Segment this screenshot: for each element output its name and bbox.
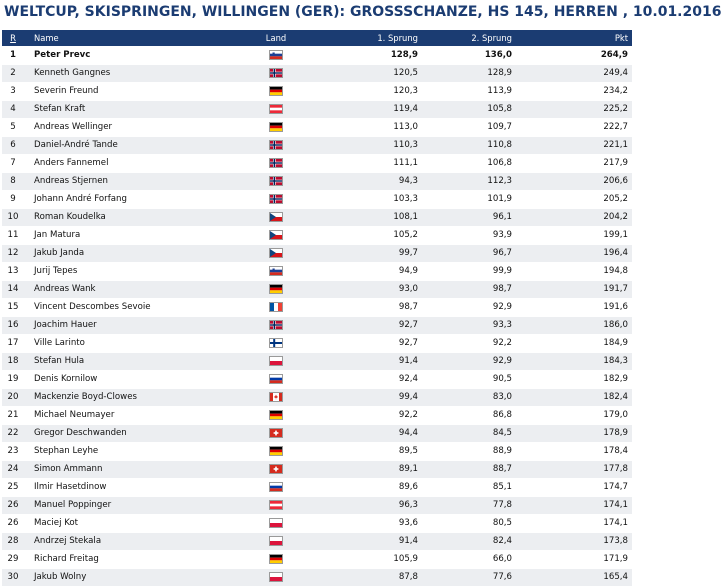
cell-sprung-1: 89,5 <box>398 446 418 456</box>
table-row[interactable] <box>2 370 632 388</box>
cell-sprung-2: 85,1 <box>492 482 512 492</box>
cell-rank: 18 <box>7 356 19 366</box>
cell-name: Johann André Forfang <box>34 194 127 204</box>
cell-sprung-1: 94,9 <box>398 266 418 276</box>
cell-sprung-1: 111,1 <box>393 158 418 168</box>
cell-rank: 15 <box>7 302 19 312</box>
cell-land <box>246 190 306 208</box>
cell-sprung-2: 80,5 <box>492 518 512 528</box>
cell-sprung-1: 119,4 <box>393 104 418 114</box>
cell-points: 173,8 <box>603 536 628 546</box>
cell-sprung-1: 94,3 <box>398 176 418 186</box>
cell-rank: 22 <box>7 428 19 438</box>
cell-land <box>246 298 306 316</box>
cell-rank: 30 <box>7 572 19 582</box>
cell-points: 178,4 <box>603 446 628 456</box>
cell-land <box>246 64 306 82</box>
cell-sprung-1: 99,4 <box>398 392 418 402</box>
table-row[interactable] <box>2 118 632 136</box>
header-land: Land <box>265 33 287 43</box>
cell-land <box>246 82 306 100</box>
czech-flag-icon <box>269 248 283 258</box>
austria-flag-icon <box>269 104 283 114</box>
table-row[interactable] <box>2 442 632 460</box>
cell-sprung-2: 92,2 <box>492 338 512 348</box>
norway-flag-icon <box>269 140 283 150</box>
cell-sprung-1: 92,2 <box>398 410 418 420</box>
cell-name: Jan Matura <box>34 230 81 240</box>
cell-name: Stephan Leyhe <box>34 446 99 456</box>
cell-sprung-1: 94,4 <box>398 428 418 438</box>
table-row[interactable] <box>2 46 632 64</box>
cell-sprung-1: 89,1 <box>398 464 418 474</box>
cell-points: 221,1 <box>603 140 628 150</box>
cell-points: 222,7 <box>603 122 628 132</box>
cell-name: Manuel Poppinger <box>34 500 112 510</box>
cell-points: 206,6 <box>603 176 628 186</box>
cell-name: Andrzej Stekala <box>34 536 102 546</box>
cell-name: Jurij Tepes <box>34 266 78 276</box>
cell-rank: 1 <box>10 49 16 60</box>
cell-name: Daniel-André Tande <box>34 140 118 150</box>
cell-sprung-2: 84,5 <box>492 428 512 438</box>
cell-sprung-2: 101,9 <box>487 194 512 204</box>
cell-sprung-2: 136,0 <box>484 49 512 60</box>
finland-flag-icon <box>269 338 283 348</box>
cell-rank: 21 <box>7 410 19 420</box>
cell-sprung-1: 93,6 <box>398 518 418 528</box>
cell-sprung-1: 128,9 <box>390 49 418 60</box>
cell-sprung-2: 105,8 <box>487 104 512 114</box>
table-row[interactable] <box>2 568 632 586</box>
cell-name: Denis Kornilow <box>34 374 98 384</box>
cell-sprung-1: 103,3 <box>393 194 418 204</box>
cell-rank: 5 <box>10 122 16 132</box>
cell-rank: 29 <box>7 554 19 564</box>
cell-name: Mackenzie Boyd-Clowes <box>34 392 137 402</box>
cell-rank: 2 <box>10 68 16 78</box>
cell-land <box>246 532 306 550</box>
cell-points: 174,7 <box>603 482 628 492</box>
cell-name: Ilmir Hasetdinow <box>34 482 107 492</box>
table-row[interactable] <box>2 208 632 226</box>
poland-flag-icon <box>269 518 283 528</box>
cell-name: Severin Freund <box>34 86 99 96</box>
table-row[interactable] <box>2 262 632 280</box>
cell-land <box>246 244 306 262</box>
cell-points: 194,8 <box>603 266 628 276</box>
cell-rank: 17 <box>7 338 19 348</box>
table-row[interactable] <box>2 532 632 550</box>
cell-rank: 6 <box>10 140 16 150</box>
cell-name: Joachim Hauer <box>34 320 97 330</box>
cell-sprung-1: 93,0 <box>398 284 418 294</box>
cell-sprung-1: 91,4 <box>398 536 418 546</box>
cell-name: Roman Koudelka <box>34 212 106 222</box>
cell-land <box>246 496 306 514</box>
cell-land <box>246 154 306 172</box>
cell-land <box>246 262 306 280</box>
cell-rank: 28 <box>7 536 19 546</box>
cell-name: Richard Freitag <box>34 554 99 564</box>
header-name: Name <box>34 33 59 43</box>
cell-rank: 26 <box>7 500 19 510</box>
table-row[interactable] <box>2 280 632 298</box>
cell-points: 174,1 <box>603 500 628 510</box>
cell-sprung-1: 99,7 <box>398 248 418 258</box>
table-row[interactable] <box>2 136 632 154</box>
germany-flag-icon <box>269 554 283 564</box>
cell-rank: 23 <box>7 446 19 456</box>
cell-name: Stefan Hula <box>34 356 85 366</box>
table-row[interactable] <box>2 172 632 190</box>
poland-flag-icon <box>269 356 283 366</box>
cell-points: 165,4 <box>603 572 628 582</box>
cell-sprung-1: 110,3 <box>393 140 418 150</box>
cell-land <box>246 118 306 136</box>
header-points: Pkt <box>614 33 628 43</box>
cell-points: 249,4 <box>603 68 628 78</box>
cell-land <box>246 442 306 460</box>
cell-land <box>246 406 306 424</box>
cell-points: 182,9 <box>603 374 628 384</box>
cell-sprung-1: 96,3 <box>398 500 418 510</box>
cell-points: 179,0 <box>603 410 628 420</box>
cell-rank: 11 <box>7 230 19 240</box>
cell-sprung-1: 91,4 <box>398 356 418 366</box>
cell-points: 174,1 <box>603 518 628 528</box>
cell-name: Andreas Wank <box>34 284 96 294</box>
cell-sprung-1: 120,3 <box>393 86 418 96</box>
cell-name: Gregor Deschwanden <box>34 428 127 438</box>
cell-name: Simon Ammann <box>34 464 103 474</box>
cell-land <box>246 316 306 334</box>
cell-points: 191,7 <box>603 284 628 294</box>
cell-points: 264,9 <box>600 49 628 60</box>
table-row[interactable] <box>2 82 632 100</box>
cell-sprung-1: 87,8 <box>398 572 418 582</box>
switzerland-flag-icon <box>269 428 283 438</box>
cell-sprung-2: 98,7 <box>492 284 512 294</box>
cell-points: 182,4 <box>603 392 628 402</box>
cell-points: 184,3 <box>603 356 628 366</box>
cell-points: 177,8 <box>603 464 628 474</box>
table-row[interactable] <box>2 316 632 334</box>
table-body <box>2 46 632 586</box>
cell-points: 171,9 <box>603 554 628 564</box>
cell-points: 204,2 <box>603 212 628 222</box>
cell-sprung-2: 96,7 <box>492 248 512 258</box>
cell-sprung-2: 92,9 <box>492 356 512 366</box>
germany-flag-icon <box>269 284 283 294</box>
cell-sprung-2: 128,9 <box>487 68 512 78</box>
table-row[interactable] <box>2 478 632 496</box>
cell-sprung-2: 93,9 <box>492 230 512 240</box>
cell-sprung-1: 120,5 <box>393 68 418 78</box>
cell-land <box>246 334 306 352</box>
cell-sprung-2: 109,7 <box>487 122 512 132</box>
cell-land <box>246 100 306 118</box>
cell-name: Andreas Stjernen <box>34 176 108 186</box>
norway-flag-icon <box>269 68 283 78</box>
cell-sprung-1: 108,1 <box>393 212 418 222</box>
cell-rank: 14 <box>7 284 19 294</box>
poland-flag-icon <box>269 572 283 582</box>
cell-land <box>246 46 306 64</box>
cell-sprung-1: 92,7 <box>398 338 418 348</box>
table-row[interactable] <box>2 550 632 568</box>
cell-sprung-1: 92,4 <box>398 374 418 384</box>
cell-points: 191,6 <box>603 302 628 312</box>
cell-sprung-2: 82,4 <box>492 536 512 546</box>
cell-land <box>246 568 306 586</box>
cell-rank: 19 <box>7 374 19 384</box>
table-row[interactable] <box>2 244 632 262</box>
cell-name: Peter Prevc <box>34 49 91 60</box>
cell-land <box>246 136 306 154</box>
cell-sprung-2: 110,8 <box>487 140 512 150</box>
cell-rank: 12 <box>7 248 19 258</box>
cell-rank: 4 <box>10 104 16 114</box>
header-sprung-2: 2. Sprung <box>471 33 512 43</box>
table-row[interactable] <box>2 460 632 478</box>
norway-flag-icon <box>269 320 283 330</box>
cell-land <box>246 550 306 568</box>
cell-land <box>246 424 306 442</box>
cell-name: Stefan Kraft <box>34 104 86 114</box>
cell-name: Jakub Janda <box>34 248 85 258</box>
cell-sprung-1: 105,2 <box>393 230 418 240</box>
germany-flag-icon <box>269 410 283 420</box>
russia-flag-icon <box>269 482 283 492</box>
germany-flag-icon <box>269 86 283 96</box>
cell-rank: 13 <box>7 266 19 276</box>
cell-rank: 10 <box>7 212 19 222</box>
cell-rank: 26 <box>7 518 19 528</box>
switzerland-flag-icon <box>269 464 283 474</box>
cell-land <box>246 370 306 388</box>
cell-land <box>246 208 306 226</box>
cell-land <box>246 172 306 190</box>
cell-rank: 25 <box>7 482 19 492</box>
cell-rank: 8 <box>10 176 16 186</box>
table-row[interactable] <box>2 100 632 118</box>
germany-flag-icon <box>269 122 283 132</box>
cell-sprung-2: 86,8 <box>492 410 512 420</box>
cell-sprung-2: 83,0 <box>492 392 512 402</box>
cell-name: Michael Neumayer <box>34 410 115 420</box>
france-flag-icon <box>269 302 283 312</box>
cell-points: 205,2 <box>603 194 628 204</box>
cell-sprung-2: 77,8 <box>492 500 512 510</box>
table-row[interactable] <box>2 496 632 514</box>
table-row[interactable] <box>2 406 632 424</box>
cell-sprung-2: 88,9 <box>492 446 512 456</box>
page-title: WELTCUP, SKISPRINGEN, WILLINGEN (GER): GROSSSCHANZE, HS 145, HERREN , 10.01.2016 <box>4 4 721 20</box>
cell-rank: 9 <box>10 194 16 204</box>
cell-sprung-2: 77,6 <box>492 572 512 582</box>
norway-flag-icon <box>269 194 283 204</box>
cell-land <box>246 388 306 406</box>
canada-flag-icon <box>269 392 283 402</box>
table-row[interactable] <box>2 514 632 532</box>
cell-land <box>246 478 306 496</box>
cell-sprung-1: 89,6 <box>398 482 418 492</box>
table-row[interactable] <box>2 352 632 370</box>
cell-rank: 3 <box>10 86 16 96</box>
cell-points: 225,2 <box>603 104 628 114</box>
cell-points: 217,9 <box>603 158 628 168</box>
cell-points: 184,9 <box>603 338 628 348</box>
cell-rank: 24 <box>7 464 19 474</box>
germany-flag-icon <box>269 446 283 456</box>
table-row[interactable] <box>2 226 632 244</box>
cell-sprung-2: 88,7 <box>492 464 512 474</box>
russia-flag-icon <box>269 374 283 384</box>
cell-sprung-2: 90,5 <box>492 374 512 384</box>
cell-sprung-2: 92,9 <box>492 302 512 312</box>
cell-rank: 20 <box>7 392 19 402</box>
cell-land <box>246 460 306 478</box>
cell-name: Jakub Wolny <box>34 572 87 582</box>
cell-name: Andreas Wellinger <box>34 122 113 132</box>
cell-sprung-2: 96,1 <box>492 212 512 222</box>
cell-sprung-2: 93,3 <box>492 320 512 330</box>
header-sprung-1: 1. Sprung <box>377 33 418 43</box>
cell-name: Vincent Descombes Sevoie <box>34 302 151 312</box>
table-row[interactable] <box>2 190 632 208</box>
austria-flag-icon <box>269 500 283 510</box>
cell-rank: 7 <box>10 158 16 168</box>
header-rank[interactable]: R <box>10 33 16 43</box>
cell-land <box>246 352 306 370</box>
table-row[interactable] <box>2 154 632 172</box>
cell-sprung-2: 113,9 <box>487 86 512 96</box>
cell-points: 234,2 <box>603 86 628 96</box>
cell-rank: 16 <box>7 320 19 330</box>
results-table <box>2 30 632 587</box>
cell-sprung-2: 106,8 <box>487 158 512 168</box>
cell-sprung-1: 92,7 <box>398 320 418 330</box>
cell-points: 199,1 <box>603 230 628 240</box>
slovenia-flag-icon <box>269 50 283 60</box>
cell-name: Ville Larinto <box>34 338 85 348</box>
table-row[interactable] <box>2 334 632 352</box>
cell-sprung-1: 98,7 <box>398 302 418 312</box>
cell-sprung-2: 66,0 <box>492 554 512 564</box>
table-row[interactable] <box>2 298 632 316</box>
slovenia-flag-icon <box>269 266 283 276</box>
cell-sprung-1: 113,0 <box>393 122 418 132</box>
norway-flag-icon <box>269 176 283 186</box>
cell-points: 186,0 <box>603 320 628 330</box>
cell-name: Maciej Kot <box>34 518 79 528</box>
table-row[interactable] <box>2 424 632 442</box>
cell-sprung-1: 105,9 <box>393 554 418 564</box>
table-row[interactable] <box>2 388 632 406</box>
poland-flag-icon <box>269 536 283 546</box>
table-row[interactable] <box>2 64 632 82</box>
czech-flag-icon <box>269 230 283 240</box>
cell-sprung-2: 99,9 <box>492 266 512 276</box>
cell-points: 178,9 <box>603 428 628 438</box>
cell-land <box>246 226 306 244</box>
cell-points: 196,4 <box>603 248 628 258</box>
cell-name: Kenneth Gangnes <box>34 68 111 78</box>
cell-land <box>246 280 306 298</box>
czech-flag-icon <box>269 212 283 222</box>
cell-land <box>246 514 306 532</box>
cell-name: Anders Fannemel <box>34 158 109 168</box>
table-header-row <box>2 30 632 46</box>
norway-flag-icon <box>269 158 283 168</box>
cell-sprung-2: 112,3 <box>487 176 512 186</box>
